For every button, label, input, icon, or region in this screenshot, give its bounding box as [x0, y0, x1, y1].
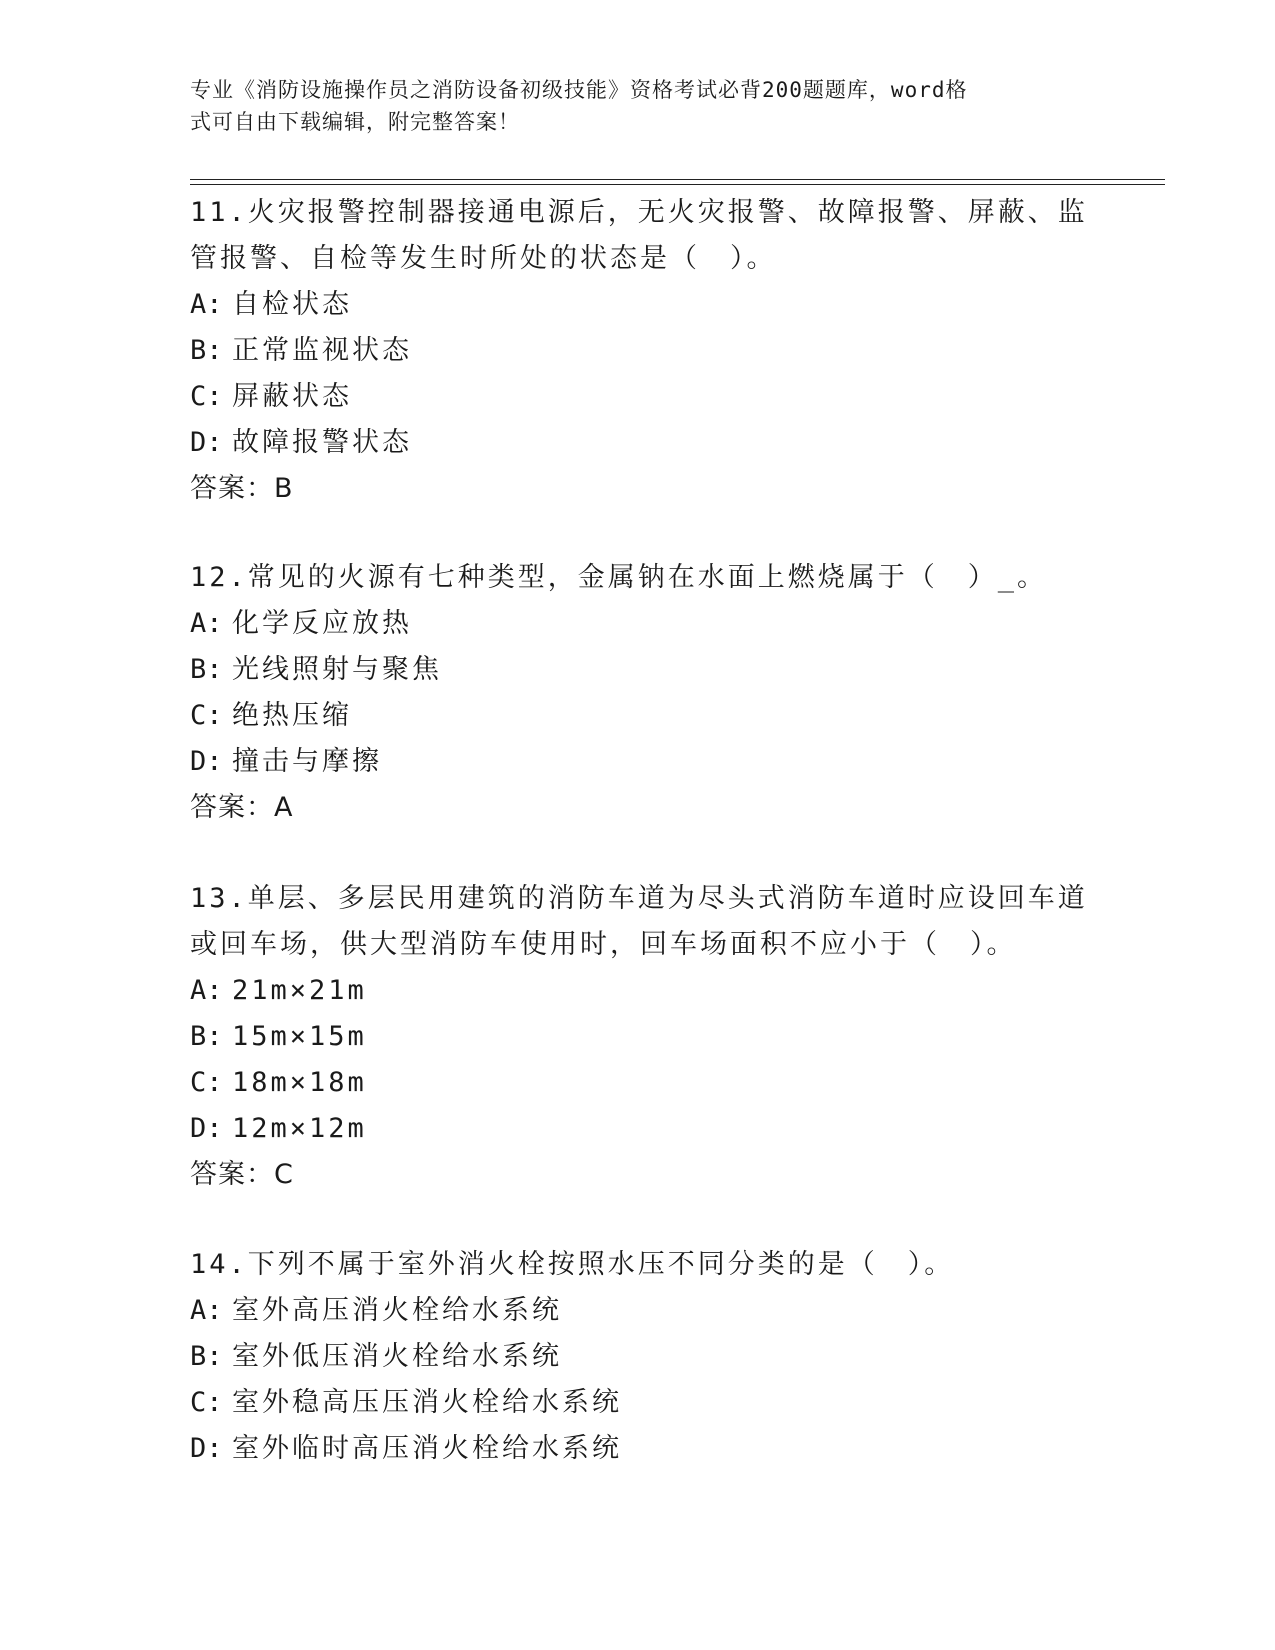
option-key: D:	[190, 1113, 223, 1144]
option-text: 15m×15m	[232, 1021, 367, 1052]
question-13	[190, 876, 1090, 1198]
option-d	[190, 1426, 1090, 1472]
option-text: 室外高压消火栓给水系统	[232, 1295, 562, 1326]
option-a	[190, 601, 1090, 647]
answer-line: 答案：A	[190, 792, 294, 823]
question-stem: 12.常见的火源有七种类型，金属钠在水面上燃烧属于（ ）_。	[190, 562, 1048, 593]
option-a	[190, 282, 1090, 328]
question-stem: 14.下列不属于室外消火栓按照水压不同分类的是（ ）。	[190, 1249, 955, 1280]
option-text: 室外稳高压压消火栓给水系统	[232, 1387, 622, 1418]
option-d	[190, 1106, 1090, 1152]
option-key: D:	[190, 746, 223, 777]
option-key: B:	[190, 654, 223, 685]
option-text: 化学反应放热	[232, 608, 412, 639]
option-key: C:	[190, 381, 223, 412]
option-key: B:	[190, 1341, 223, 1372]
option-text: 18m×18m	[232, 1067, 367, 1098]
question-14	[190, 1242, 1090, 1472]
question-11	[190, 190, 1090, 512]
option-c	[190, 374, 1090, 420]
question-12	[190, 555, 1090, 831]
option-key: A:	[190, 1295, 223, 1326]
option-c	[190, 1380, 1090, 1426]
header-divider-top	[190, 179, 1165, 180]
option-c	[190, 693, 1090, 739]
option-text: 21m×21m	[232, 975, 367, 1006]
option-key: B:	[190, 335, 223, 366]
option-c	[190, 1060, 1090, 1106]
option-key: A:	[190, 975, 223, 1006]
option-b	[190, 328, 1090, 374]
option-key: C:	[190, 1387, 223, 1418]
option-key: B:	[190, 1021, 223, 1052]
option-b	[190, 647, 1090, 693]
option-key: D:	[190, 427, 223, 458]
option-text: 正常监视状态	[232, 335, 412, 366]
document-header	[190, 74, 1090, 138]
option-a	[190, 968, 1090, 1014]
question-stem: 13.单层、多层民用建筑的消防车道为尽头式消防车道时应设回车道或回车场，供大型消防车使用时，回车场面积不应小于（ ）。	[190, 883, 1088, 960]
option-text: 光线照射与聚焦	[232, 654, 442, 685]
answer-line: 答案：B	[190, 473, 294, 504]
answer-line: 答案：C	[190, 1159, 294, 1190]
option-text: 室外临时高压消火栓给水系统	[232, 1433, 622, 1464]
option-text: 绝热压缩	[232, 700, 352, 731]
header-divider-bottom	[190, 184, 1165, 185]
option-key: A:	[190, 608, 223, 639]
option-text: 室外低压消火栓给水系统	[232, 1341, 562, 1372]
option-b	[190, 1334, 1090, 1380]
option-text: 屏蔽状态	[232, 381, 352, 412]
option-key: C:	[190, 700, 223, 731]
header-line-2: 式可自由下载编辑，附完整答案！	[190, 110, 520, 134]
option-text: 故障报警状态	[232, 427, 412, 458]
option-a	[190, 1288, 1090, 1334]
option-key: C:	[190, 1067, 223, 1098]
option-text: 12m×12m	[232, 1113, 367, 1144]
option-text: 自检状态	[232, 289, 352, 320]
header-line-1: 专业《消防设施操作员之消防设备初级技能》资格考试必背200题题库，word格	[190, 78, 968, 102]
option-key: D:	[190, 1433, 223, 1464]
option-d	[190, 420, 1090, 466]
option-d	[190, 739, 1090, 785]
option-text: 撞击与摩擦	[232, 746, 382, 777]
option-key: A:	[190, 289, 223, 320]
option-b	[190, 1014, 1090, 1060]
question-stem: 11.火灾报警控制器接通电源后，无火灾报警、故障报警、屏蔽、监管报警、自检等发生时所处的状态是（ ）。	[190, 197, 1088, 274]
